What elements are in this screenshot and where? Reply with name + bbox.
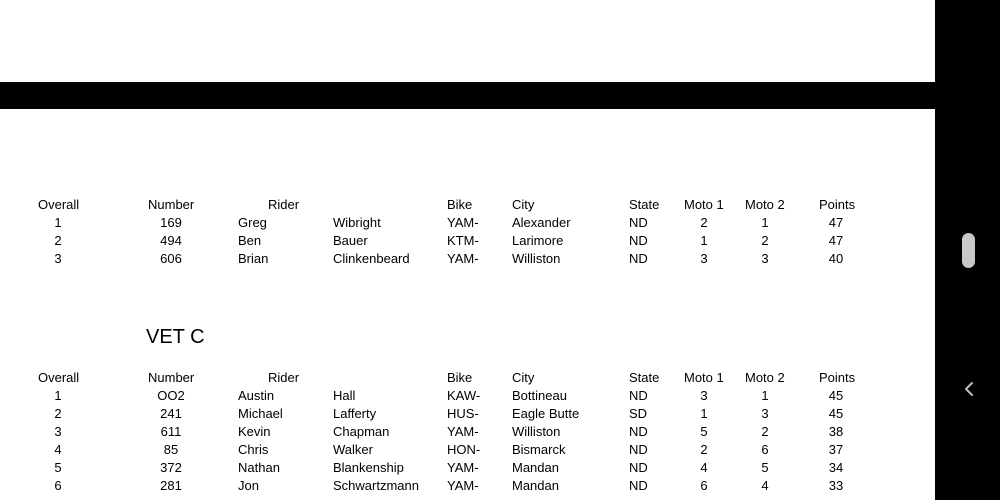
- header-rider: Rider: [268, 197, 300, 212]
- table-row: [0, 387, 935, 405]
- cell-moto2: 2: [761, 424, 769, 439]
- cell-bike: YAM-: [447, 478, 479, 493]
- header-overall: Overall: [38, 197, 80, 212]
- table-row: [0, 423, 935, 441]
- cell-points: 45: [828, 388, 844, 403]
- cell-points: 33: [828, 478, 844, 493]
- header-overall: Overall: [38, 370, 80, 385]
- cell-bike: YAM-: [447, 460, 479, 475]
- header-number: Number: [148, 370, 195, 385]
- cell-state: ND: [629, 424, 648, 439]
- header-moto1: Moto 1: [684, 197, 724, 212]
- cell-state: SD: [629, 406, 648, 421]
- header-moto2: Moto 2: [745, 370, 785, 385]
- cell-last-name: Chapman: [333, 424, 390, 439]
- header-bike: Bike: [447, 370, 473, 385]
- cell-number: 85: [163, 442, 179, 457]
- cell-moto2: 6: [761, 442, 769, 457]
- cell-overall: 3: [54, 424, 62, 439]
- results-table-2: [0, 369, 935, 495]
- cell-points: 40: [828, 251, 844, 266]
- cell-last-name: Hall: [333, 388, 356, 403]
- cell-first-name: Michael: [238, 406, 283, 421]
- cell-last-name: Walker: [333, 442, 373, 457]
- cell-moto2: 1: [761, 215, 769, 230]
- cell-last-name: Schwartzmann: [333, 478, 419, 493]
- cell-first-name: Jon: [238, 478, 259, 493]
- header-points: Points: [819, 370, 856, 385]
- cell-moto1: 1: [700, 233, 708, 248]
- cell-overall: 2: [54, 233, 62, 248]
- cell-number: OO2: [157, 388, 185, 403]
- cell-points: 38: [828, 424, 844, 439]
- cell-points: 45: [828, 406, 844, 421]
- cell-city: Larimore: [512, 233, 564, 248]
- table-row: [0, 214, 935, 232]
- cell-moto2: 2: [761, 233, 769, 248]
- cell-moto1: 1: [700, 406, 708, 421]
- cell-state: ND: [629, 388, 648, 403]
- cell-first-name: Kevin: [238, 424, 271, 439]
- cell-city: Williston: [512, 424, 561, 439]
- cell-bike: HON-: [447, 442, 481, 457]
- table-header-row: [0, 196, 935, 214]
- cell-first-name: Nathan: [238, 460, 280, 475]
- header-state: State: [629, 197, 660, 212]
- cell-last-name: Wibright: [333, 215, 381, 230]
- cell-bike: YAM-: [447, 215, 479, 230]
- class-title: VET C: [146, 326, 205, 348]
- cell-moto2: 1: [761, 388, 769, 403]
- cell-overall: 1: [54, 388, 62, 403]
- cell-points: 34: [828, 460, 844, 475]
- header-bike: Bike: [447, 197, 473, 212]
- page-separator: [0, 82, 935, 109]
- header-number: Number: [148, 197, 195, 212]
- cell-moto1: 6: [700, 478, 708, 493]
- cell-bike: HUS-: [447, 406, 479, 421]
- table-row: [0, 477, 935, 495]
- cell-state: ND: [629, 233, 648, 248]
- cell-moto2: 3: [761, 406, 769, 421]
- cell-number: 372: [160, 460, 182, 475]
- table-row: [0, 232, 935, 250]
- cell-overall: 4: [54, 442, 62, 457]
- cell-number: 241: [160, 406, 182, 421]
- cell-number: 606: [160, 251, 182, 266]
- cell-overall: 3: [54, 251, 62, 266]
- cell-bike: YAM-: [447, 424, 479, 439]
- cell-moto1: 3: [700, 388, 708, 403]
- cell-first-name: Greg: [238, 215, 267, 230]
- cell-first-name: Brian: [238, 251, 269, 266]
- table-row: [0, 405, 935, 423]
- cell-bike: KAW-: [447, 388, 481, 403]
- cell-state: ND: [629, 215, 648, 230]
- cell-points: 47: [828, 215, 844, 230]
- cell-first-name: Chris: [238, 442, 269, 457]
- cell-overall: 6: [54, 478, 62, 493]
- cell-last-name: Bauer: [333, 233, 368, 248]
- header-moto1: Moto 1: [684, 370, 724, 385]
- cell-moto1: 4: [700, 460, 708, 475]
- cell-overall: 1: [54, 215, 62, 230]
- scrollbar-thumb[interactable]: [962, 233, 975, 268]
- cell-moto1: 2: [700, 442, 708, 457]
- table-row: [0, 250, 935, 268]
- cell-city: Mandan: [512, 460, 559, 475]
- cell-bike: KTM-: [447, 233, 479, 248]
- cell-state: ND: [629, 442, 648, 457]
- header-state: State: [629, 370, 660, 385]
- cell-state: ND: [629, 460, 648, 475]
- cell-state: ND: [629, 251, 648, 266]
- cell-last-name: Lafferty: [333, 406, 377, 421]
- cell-state: ND: [629, 478, 648, 493]
- header-city: City: [512, 370, 535, 385]
- cell-points: 47: [828, 233, 844, 248]
- table-row: [0, 441, 935, 459]
- cell-city: Williston: [512, 251, 561, 266]
- cell-number: 611: [160, 424, 182, 439]
- cell-city: Eagle Butte: [512, 406, 580, 421]
- chevron-left-icon[interactable]: [958, 376, 980, 402]
- cell-city: Bismarck: [512, 442, 566, 457]
- cell-overall: 2: [54, 406, 62, 421]
- table-row: [0, 459, 935, 477]
- table-header-row: [0, 369, 935, 387]
- cell-bike: YAM-: [447, 251, 479, 266]
- cell-number: 169: [160, 215, 182, 230]
- cell-moto2: 3: [761, 251, 769, 266]
- cell-moto1: 3: [700, 251, 708, 266]
- header-city: City: [512, 197, 535, 212]
- header-points: Points: [819, 197, 856, 212]
- cell-moto2: 5: [761, 460, 769, 475]
- cell-number: 281: [160, 478, 182, 493]
- cell-first-name: Ben: [238, 233, 262, 248]
- header-rider: Rider: [268, 370, 300, 385]
- cell-last-name: Clinkenbeard: [333, 251, 410, 266]
- cell-city: Alexander: [512, 215, 571, 230]
- cell-last-name: Blankenship: [333, 460, 404, 475]
- cell-overall: 5: [54, 460, 62, 475]
- cell-points: 37: [828, 442, 844, 457]
- cell-moto1: 5: [700, 424, 708, 439]
- cell-first-name: Austin: [238, 388, 275, 403]
- cell-moto2: 4: [761, 478, 769, 493]
- cell-number: 494: [160, 233, 182, 248]
- cell-city: Bottineau: [512, 388, 567, 403]
- header-moto2: Moto 2: [745, 197, 785, 212]
- cell-city: Mandan: [512, 478, 559, 493]
- results-table-1: [0, 196, 935, 268]
- cell-moto1: 2: [700, 215, 708, 230]
